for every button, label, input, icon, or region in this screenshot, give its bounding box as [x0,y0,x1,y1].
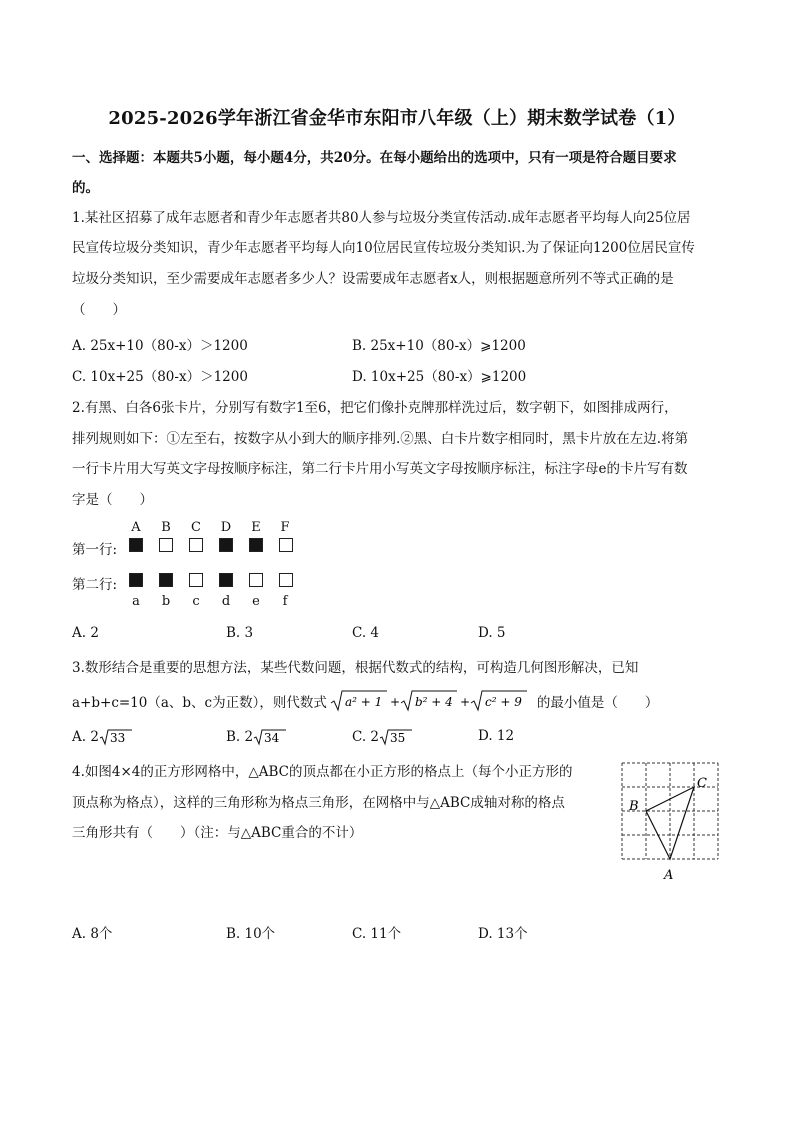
section-heading-line1: 一、选择题：本题共5小题，每小题4分，共20分。在每小题给出的选项中，只有一项是符合题目要求 [72,150,677,166]
q1-line-3: 垃圾分类知识，至少需要成年志愿者多少人？设需要成年志愿者x人，则根据题意所列不等式正确的是 [72,271,674,287]
q4-option-b: B. 10个 [226,926,276,942]
sqrt-term-3: c² + 9 [484,695,522,709]
lower-letter: b [161,594,171,609]
lower-letter: e [252,594,260,609]
row1-label: 第一行: [72,542,118,558]
q4-option-c: C. 11个 [352,926,402,942]
white-card [279,573,293,587]
upper-letter: D [220,520,232,535]
q2-line-1: 2.有黑、白各6张卡片，分别写有数字1至6，把它们像扑克牌那样洗过后，数字朝下，如图排成两行， [72,400,678,416]
q1-line-1: 1.某社区招募了成年志愿者和青少年志愿者共80人参与垃圾分类宣传活动.成年志愿者平均每人向25位居 [72,210,691,226]
black-card [219,573,233,587]
q4-option-a: A. 8个 [72,926,113,942]
svg-text:33: 33 [109,731,126,745]
black-card [249,538,263,552]
option-label: D. 12 [478,728,515,744]
upper-letter: C [191,520,201,535]
upper-letter: A [131,520,141,535]
section-heading-line2: 的。 [72,180,99,196]
svg-text:+: + [459,695,470,709]
q1-option-a: A. 25x+10（80-x）＞1200 [72,338,248,354]
upper-letter: F [280,520,290,535]
q4-line-3: 三角形共有（ ）（注：与△ABC重合的不计） [72,825,363,841]
black-card [129,573,143,587]
black-card [129,538,143,552]
svg-text:+: + [389,695,400,709]
white-card [189,573,203,587]
option-label: A. 2 [72,729,99,745]
q3-option-b [226,728,287,746]
option-label: C. 2 [352,729,380,745]
upper-letter: B [161,520,171,535]
q2-option-c: C. 4 [352,625,380,641]
upper-letter: E [251,520,261,535]
q4-line-2: 顶点称为格点），这样的三角形称为格点三角形，在网格中与△ABC成轴对称的格点 [72,795,565,811]
vertex-a-label: A [664,868,674,883]
sqrt-term-1: a² + 1 [344,695,383,709]
q4-option-d: D. 13个 [478,926,528,942]
q3-line-1: 3.数形结合是重要的思想方法，某些代数问题，根据代数式的结构，可构造几何图形解决，已知 [72,660,639,676]
sqrt-term-2: b² + 4 [414,695,453,709]
sqrt-expression [329,689,535,713]
lower-letter: a [132,594,140,609]
sqrt-icon [379,728,413,746]
lower-letter: d [221,594,231,609]
white-card [189,538,203,552]
q2-line-3: 一行卡片用大写英文字母按顺序标注，第二行卡片用小写英文字母按顺序标注，标注字母e的卡片写有数 [72,461,688,477]
q3-option-d [478,728,514,744]
q4-line-1: 4.如图4×4的正方形网格中，△ABC的顶点都在小正方形的格点上（每个小正方形的 [72,764,573,780]
q1-line-2: 民宣传垃圾分类知识，青少年志愿者平均每人向10位居民宣传垃圾分类知识.为了保证向1200位居民宣传 [72,240,695,256]
q2-line-2: 排列规则如下：①左至右，按数字从小到大的顺序排列.②黑、白卡片数字相同时，黑卡片放在左边.将第 [72,431,689,447]
option-label: B. 2 [226,729,254,745]
q3-expression-suffix: 的最小值是（ ） [536,695,659,711]
black-card [159,573,173,587]
q3-expression-prefix: a+b+c=10（a、b、c为正数），则代数式 [72,695,327,711]
white-card [249,573,263,587]
sqrt-icon [99,728,133,746]
q2-line-4: 字是（ ） [72,492,153,508]
row2-label: 第二行: [72,577,118,593]
q1-option-c: C. 10x+25（80-x）＞1200 [72,369,248,385]
q1-option-d: D. 10x+25（80-x）⩾1200 [352,369,527,385]
svg-text:34: 34 [264,731,280,745]
q1-option-b: B. 25x+10（80-x）⩾1200 [352,338,526,354]
svg-text:35: 35 [390,731,406,745]
q3-option-a [72,728,133,746]
white-card [279,538,293,552]
grid-triangle-figure [614,757,726,885]
vertex-c-label: C [697,776,707,791]
q1-line-4: （ ） [72,302,126,318]
sqrt-icon [253,728,287,746]
q2-option-b: B. 3 [226,625,254,641]
q2-option-d: D. 5 [478,625,506,641]
exam-title: 2025-2026学年浙江省金华市东阳市八年级（上）期末数学试卷（1） [108,108,686,129]
vertex-b-label: B [629,799,639,814]
lower-letter: f [282,594,288,609]
q3-option-c [352,728,413,746]
q3-line-2 [72,689,658,713]
white-card [159,538,173,552]
black-card [219,538,233,552]
lower-letter: c [192,594,200,609]
q2-option-a: A. 2 [72,625,99,641]
